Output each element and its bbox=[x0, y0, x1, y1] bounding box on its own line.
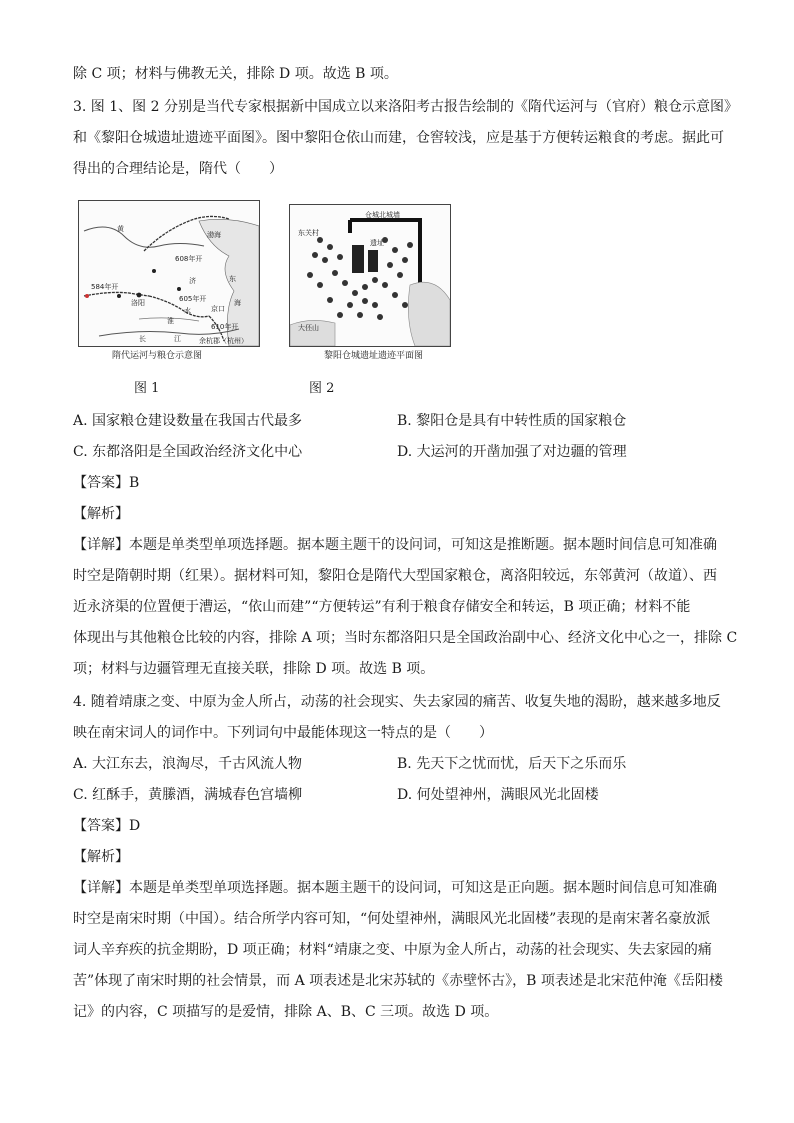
map-label-luoyang: 洛阳 bbox=[131, 299, 145, 307]
q4-option-d: D. 何处望神州，满眼风光北固楼 bbox=[397, 787, 599, 803]
map-label-huai: 淮 bbox=[167, 317, 174, 325]
guangtong-granary-dot bbox=[117, 294, 121, 298]
map-label-bohai: 渤海 bbox=[207, 231, 221, 239]
q3-option-d: D. 大运河的开凿加强了对边疆的管理 bbox=[397, 444, 627, 460]
map-label-jingkou: 京口 bbox=[211, 305, 225, 313]
mountain-area bbox=[408, 282, 450, 346]
q4-detail-line-1: 【详解】本题是单类型单项选择题。据本题主题干的设问词，可知这是正向题。据本题时间信息可知准确 bbox=[73, 880, 717, 896]
q3-answer: 【答案】B bbox=[73, 475, 140, 491]
plan-label-site: 遗址 bbox=[370, 239, 384, 247]
q3-stem-line-3: 得出的合理结论是，隋代（ ） bbox=[73, 161, 283, 177]
figure-1-caption: 隋代运河与粮仓示意图 bbox=[112, 351, 203, 361]
map-label-hai: 海 bbox=[234, 299, 241, 307]
q4-answer: 【答案】D bbox=[73, 818, 141, 834]
q4-option-b: B. 先天下之忧而忧，后天下之乐而乐 bbox=[397, 756, 627, 772]
map-label-year605: 605年开 bbox=[179, 295, 207, 303]
q3-detail-line-2: 时空是隋朝时期（红果）。据材料可知，黎阳仓是隋代大型国家粮仓，离洛阳较远，东邻黄河（故道）、西 bbox=[73, 568, 717, 584]
site-plan-graphic bbox=[290, 205, 450, 346]
building-block-1 bbox=[352, 245, 364, 273]
luoyang-granary-dot bbox=[137, 293, 142, 298]
map-label-huang: 黄 bbox=[117, 225, 124, 233]
figure-2-site-plan bbox=[289, 204, 451, 347]
q4-option-a: A. 大江东去，浪淘尽，千古风流人物 bbox=[73, 756, 303, 772]
figure-2-caption: 黎阳仓城遗址遗迹平面图 bbox=[324, 351, 424, 361]
q3-stem-line-1: 3. 图 1、图 2 分别是当代专家根据新中国成立以来洛阳考古报告绘制的《隋代运河与（官府）粮仓示意图》 bbox=[73, 99, 738, 115]
canal-map-graphic bbox=[79, 201, 259, 346]
plan-label-mountain: 大伾山 bbox=[298, 324, 319, 332]
q3-detail-line-3: 近永济渠的位置便于漕运，“依山而建”“方便转运”有利于粮食存储安全和转运，B 项正确；材料不能 bbox=[73, 599, 691, 615]
q4-analysis-label: 【解析】 bbox=[73, 849, 129, 865]
plan-label-village: 东关村 bbox=[298, 229, 319, 237]
capital-dot bbox=[85, 294, 89, 298]
map-label-shui: 水 bbox=[184, 307, 191, 315]
map-label-ji: 济 bbox=[189, 277, 196, 285]
q4-detail-line-2: 时空是南宋时期（中国）。结合所学内容可知，“何处望神州，满眼风光北固楼”表现的是南宋著名豪放派 bbox=[73, 911, 711, 927]
q3-detail-line-1: 【详解】本题是单类型单项选择题。据本题主题干的设问词，可知这是推断题。据本题时间信息可知准确 bbox=[73, 537, 717, 553]
q4-option-c: C. 红酥手，黄縢酒，满城春色宫墙柳 bbox=[73, 787, 303, 803]
q3-detail-line-4: 体现出与其他粮仓比较的内容，排除 A 项；当时东都洛阳只是全国政治副中心、经济文化中心之一，排除 C bbox=[73, 630, 738, 646]
map-label-year610: 610年开 bbox=[211, 323, 239, 331]
map-label-jiang: 江 bbox=[174, 335, 181, 343]
map-label-yuhang: 余杭郡（杭州） bbox=[199, 337, 248, 345]
plan-label-north: 仓城北城墙 bbox=[365, 211, 400, 219]
q4-detail-line-4: 苦”体现了南宋时期的社会情景，而 A 项表述是北宋苏轼的《赤壁怀古》，B 项表述是北宋范仲淹《岳阳楼 bbox=[73, 973, 723, 989]
q3-option-a: A. 国家粮仓建设数量在我国古代最多 bbox=[73, 413, 303, 429]
q3-stem-line-2: 和《黎阳仓城遗址遗迹平面图》。图中黎阳仓依山而建，仓窖较浅，应是基于方便转运粮食的考虑。据此可 bbox=[73, 130, 724, 146]
q4-stem-line-1: 4. 随着靖康之变、中原为金人所占，动荡的社会现实、失去家园的痛苦、收复失地的渴盼，越来越多地反 bbox=[73, 694, 721, 710]
q2-tail-text: 除 C 项；材料与佛教无关，排除 D 项。故选 B 项。 bbox=[73, 66, 398, 82]
building-block-2 bbox=[368, 250, 378, 272]
heyang-granary-dot bbox=[177, 287, 181, 291]
figure-2-label: 图 2 bbox=[309, 381, 335, 396]
map-label-chang: 长 bbox=[139, 335, 146, 343]
q4-detail-line-5: 记》的内容，C 项描写的是爱情，排除 A、B、C 三项。故选 D 项。 bbox=[73, 1004, 499, 1020]
map-label-year584: 584年开 bbox=[91, 283, 119, 291]
q3-option-b: B. 黎阳仓是具有中转性质的国家粮仓 bbox=[397, 413, 627, 429]
q4-detail-line-3: 词人辛弃疾的抗金期盼，D 项正确；材料“靖康之变、中原为金人所占，动荡的社会现实、失去家园的痛 bbox=[73, 942, 712, 958]
map-label-year608: 608年开 bbox=[175, 255, 203, 263]
figure-1-label: 图 1 bbox=[134, 381, 160, 396]
q3-option-c: C. 东都洛阳是全国政治经济文化中心 bbox=[73, 444, 303, 460]
q3-detail-line-5: 项；材料与边疆管理无直接关联，排除 D 项。故选 B 项。 bbox=[73, 661, 435, 677]
q3-analysis-label: 【解析】 bbox=[73, 506, 129, 522]
map-label-dong: 东 bbox=[229, 275, 236, 283]
liyang-granary-dot bbox=[152, 269, 156, 273]
q4-stem-line-2: 映在南宋词人的词作中。下列词句中最能体现这一特点的是（ ） bbox=[73, 725, 493, 741]
figure-1-canal-map bbox=[78, 200, 260, 347]
